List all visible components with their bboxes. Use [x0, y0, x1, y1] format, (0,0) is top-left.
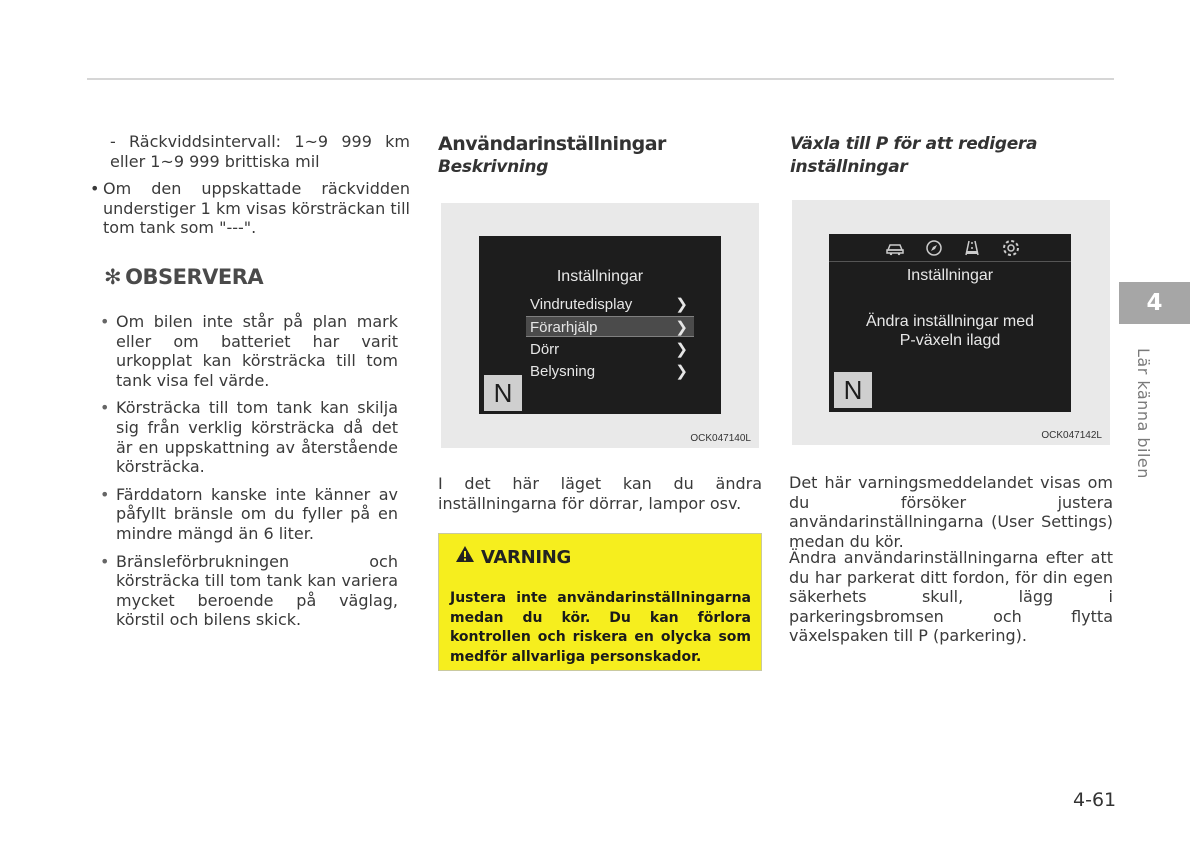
- page-number: 4-61: [1073, 789, 1117, 811]
- menu-item-label: Förarhjälp: [530, 319, 598, 336]
- display-message-line-1: Ändra inställningar med: [865, 313, 1035, 330]
- range-interval-item: - Räckviddsintervall: 1~9 999 km eller 1~9 999 brittiska mil: [110, 132, 410, 171]
- observera-list: [100, 312, 398, 638]
- section-heading: Användarinställningar: [438, 133, 666, 155]
- chevron-right-icon: ❯: [675, 341, 688, 358]
- list-item-text: Om bilen inte står på plan mark eller om batteriet har varit urkopplat kan körsträcka till tom tank visa fel värde.: [116, 312, 398, 390]
- range-bullet-text: Om den uppskattade räckvidden understiger 1 km visas körsträckan till tom tank som "---".: [103, 179, 410, 238]
- bullet-icon: •: [90, 179, 100, 198]
- p-gear-message-figure: [792, 200, 1110, 445]
- observera-title: OBSERVERA: [125, 265, 264, 289]
- description-paragraph: I det här läget kan du ändra inställningarna för dörrar, lampor osv.: [438, 474, 762, 513]
- display-icon-bar: [885, 238, 1021, 258]
- warning-triangle-icon: [455, 545, 475, 568]
- warning-text: Justera inte användarinställningarna medan du kör. Du kan förlora kontrollen och riskera en olycka som medför allvarliga personskador.: [450, 590, 751, 665]
- menu-item-belysning: [526, 361, 694, 382]
- menu-item-vindrutedisplay: [526, 294, 694, 315]
- observera-heading: [104, 265, 263, 289]
- bullet-icon: •: [100, 398, 110, 418]
- list-item-text: Färddatorn kanske inte känner av påfyllt bränsle om du fyller på en mindre mängd än 6 liter.: [116, 484, 398, 543]
- list-item: [100, 552, 398, 630]
- gear-settings-icon: [1001, 238, 1021, 258]
- settings-menu-figure: [441, 203, 759, 448]
- cluster-display: [479, 236, 721, 414]
- car-icon: [885, 238, 905, 258]
- warning-box: [438, 533, 762, 671]
- display-message-line-2: P-växeln ilagd: [899, 332, 1001, 349]
- menu-item-label: Dörr: [530, 341, 560, 358]
- menu-item-forarhjalp: [526, 316, 694, 337]
- header-rule: [87, 78, 1114, 80]
- display-title: Inställningar: [906, 267, 994, 284]
- chevron-right-icon: ❯: [675, 319, 688, 336]
- list-item: [100, 398, 398, 476]
- chevron-right-icon: ❯: [675, 363, 688, 380]
- chevron-right-icon: ❯: [675, 296, 688, 313]
- bullet-icon: •: [100, 484, 110, 504]
- chapter-tab: 4: [1119, 282, 1190, 324]
- section-subheading: Beskrivning: [438, 157, 549, 177]
- warning-heading: [455, 545, 571, 568]
- list-item-text: Körsträcka till tom tank kan skilja sig från verklig körsträcka då det är en uppskattning av återstående körsträcka.: [116, 398, 398, 477]
- chapter-label: [1133, 348, 1153, 488]
- bullet-icon: •: [100, 551, 110, 571]
- right-heading: Växla till P för att redigera inställningar: [790, 134, 1038, 177]
- gear-indicator: N: [484, 375, 522, 411]
- list-item: [100, 312, 398, 390]
- menu-item-label: Belysning: [530, 363, 596, 380]
- list-item-text: Bränsleförbrukningen och körsträcka till tom tank kan variera mycket beroende på väglag, körstil och bilens skick.: [116, 551, 398, 630]
- chapter-label-text: Lär känna bilen: [1134, 348, 1153, 479]
- menu-item-label: Vindrutedisplay: [530, 296, 633, 313]
- warning-message-paragraph: Det här varningsmeddelandet visas om du försöker justera användarinställningarna (User Settings) medan du kör.: [789, 473, 1113, 551]
- display-divider: [829, 261, 1071, 262]
- asterisk-icon: ✻: [104, 265, 122, 289]
- figure-code: OCK047142L: [1041, 430, 1102, 441]
- list-item: [100, 485, 398, 544]
- compass-icon: [924, 238, 944, 258]
- display-title: Inställningar: [556, 268, 644, 285]
- cluster-display: [829, 234, 1071, 412]
- range-bullet-item: [90, 179, 410, 238]
- gear-indicator: N: [834, 372, 872, 408]
- bullet-icon: •: [100, 312, 110, 331]
- instruction-paragraph: Ändra användarinställningarna efter att du har parkerat ditt fordon, för din egen säkerhets skull, lägg i parkeringsbromsen och flytta växelspaken till P (parkering).: [789, 548, 1113, 646]
- figure-code: OCK047140L: [690, 433, 751, 444]
- lane-icon: [962, 238, 982, 258]
- menu-item-dorr: [526, 339, 694, 360]
- warning-title: VARNING: [481, 547, 572, 568]
